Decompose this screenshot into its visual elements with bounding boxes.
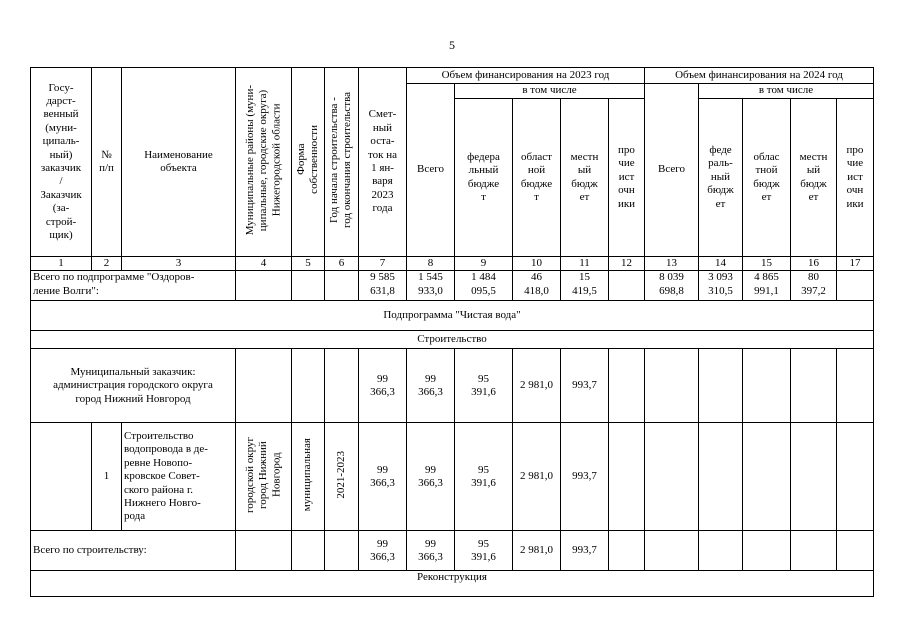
hdr-districts bbox=[236, 68, 292, 257]
table-cell bbox=[236, 271, 292, 301]
table-cell bbox=[699, 423, 743, 531]
col-number: 3 bbox=[122, 257, 236, 271]
col-number: 12 bbox=[609, 257, 645, 271]
table-cell bbox=[837, 349, 874, 423]
construction-heading: Строительство bbox=[31, 331, 874, 349]
hdr-regional-2023: област ной бюдже т bbox=[513, 99, 561, 257]
table-cell bbox=[292, 271, 325, 301]
value-cell: 80 397,2 bbox=[791, 271, 837, 301]
reconstruction-heading: Реконструкция bbox=[31, 571, 874, 597]
col-number: 15 bbox=[743, 257, 791, 271]
col-number: 4 bbox=[236, 257, 292, 271]
subprogram-heading: Подпрограмма "Чистая вода" bbox=[31, 301, 874, 331]
table-cell bbox=[645, 349, 699, 423]
col-number: 16 bbox=[791, 257, 837, 271]
value-cell: 993,7 bbox=[561, 423, 609, 531]
hdr-incl-2023: в том числе bbox=[455, 84, 645, 99]
customer-label: Муниципальный заказчик: администрация городского округа город Нижний Новгород bbox=[31, 349, 236, 423]
hdr-total-2023: Всего bbox=[407, 84, 455, 257]
hdr-years bbox=[325, 68, 359, 257]
value-cell: 99 366,3 bbox=[359, 349, 407, 423]
col-number: 7 bbox=[359, 257, 407, 271]
hdr-regional-2024: облас тной бюдж ет bbox=[743, 99, 791, 257]
col-number: 5 bbox=[292, 257, 325, 271]
table-cell bbox=[609, 349, 645, 423]
table-cell bbox=[292, 349, 325, 423]
construction-total-label: Всего по строительству: bbox=[31, 531, 236, 571]
table-cell bbox=[325, 271, 359, 301]
table-cell bbox=[645, 423, 699, 531]
value-cell: 993,7 bbox=[561, 349, 609, 423]
page-number: 5 bbox=[449, 38, 455, 52]
value-cell: 1 484 095,5 bbox=[455, 271, 513, 301]
hdr-num: № п/п bbox=[92, 68, 122, 257]
value-cell: 99 366,3 bbox=[407, 423, 455, 531]
col-number: 1 bbox=[31, 257, 92, 271]
value-cell: 9 585 631,8 bbox=[359, 271, 407, 301]
object-district-text: городской округ город Нижний Новгород bbox=[243, 436, 283, 513]
object-name: Строительство водопровода в де- ревне Новопо- кровское Совет- ского района г. Нижнего Новго- рода bbox=[122, 423, 236, 531]
value-cell: 993,7 bbox=[561, 531, 609, 571]
value-cell: 99 366,3 bbox=[407, 349, 455, 423]
hdr-other-2024: про чие ист очн ики bbox=[837, 99, 874, 257]
object-district bbox=[236, 423, 292, 531]
hdr-estimate: Смет- ный оста- ток на 1 ян- варя 2023 года bbox=[359, 68, 407, 257]
subprogram-total-label: Всего по подпрограмме "Оздоров- ление Волги": bbox=[31, 271, 236, 301]
value-cell: 95 391,6 bbox=[455, 349, 513, 423]
table-cell bbox=[325, 531, 359, 571]
hdr-local-2024: местн ый бюдж ет bbox=[791, 99, 837, 257]
object-number: 1 bbox=[92, 423, 122, 531]
hdr-federal-2023: федера льный бюдже т bbox=[455, 99, 513, 257]
col-number: 9 bbox=[455, 257, 513, 271]
object-years bbox=[325, 423, 359, 531]
value-cell: 3 093 310,5 bbox=[699, 271, 743, 301]
col-number: 13 bbox=[645, 257, 699, 271]
object-ownership bbox=[292, 423, 325, 531]
value-cell: 8 039 698,8 bbox=[645, 271, 699, 301]
value-cell: 99 366,3 bbox=[359, 531, 407, 571]
table-cell bbox=[236, 531, 292, 571]
value-cell: 15 419,5 bbox=[561, 271, 609, 301]
hdr-federal-2024: феде раль- ный бюдж ет bbox=[699, 99, 743, 257]
col-number: 6 bbox=[325, 257, 359, 271]
table-cell bbox=[791, 423, 837, 531]
col-number: 8 bbox=[407, 257, 455, 271]
hdr-object-name: Наименование объекта bbox=[122, 68, 236, 257]
construction-total-row bbox=[31, 531, 874, 571]
subprogram-total-row bbox=[31, 271, 874, 301]
hdr-total-2024: Всего bbox=[645, 84, 699, 257]
table-cell bbox=[325, 349, 359, 423]
table-cell bbox=[699, 531, 743, 571]
value-cell: 95 391,6 bbox=[455, 531, 513, 571]
hdr-ownership bbox=[292, 68, 325, 257]
column-number-row bbox=[31, 257, 874, 271]
object-years-text: 2021-2023 bbox=[334, 450, 347, 499]
table-cell bbox=[609, 423, 645, 531]
object-row bbox=[31, 423, 874, 531]
hdr-local-2023: местн ый бюдж ет bbox=[561, 99, 609, 257]
table-cell bbox=[837, 531, 874, 571]
hdr-incl-2024: в том числе bbox=[699, 84, 874, 99]
table-cell bbox=[236, 349, 292, 423]
table-cell bbox=[791, 349, 837, 423]
value-cell: 2 981,0 bbox=[513, 531, 561, 571]
hdr-districts-text: Муниципальные районы (муни- ципальные, городские округа) Нижегородской области bbox=[243, 84, 283, 235]
hdr-other-2023: про чие ист очн ики bbox=[609, 99, 645, 257]
value-cell: 4 865 991,1 bbox=[743, 271, 791, 301]
table-cell bbox=[743, 349, 791, 423]
table-cell bbox=[743, 423, 791, 531]
hdr-fin-2024: Объем финансирования на 2024 год bbox=[645, 68, 874, 84]
object-ownership-text: муниципальная bbox=[301, 438, 314, 512]
customer-row bbox=[31, 349, 874, 423]
value-cell bbox=[609, 271, 645, 301]
col-number: 17 bbox=[837, 257, 874, 271]
table-cell bbox=[292, 531, 325, 571]
hdr-years-text: Год начала строительства - год окончания строительства bbox=[328, 91, 354, 228]
table-cell bbox=[791, 531, 837, 571]
col-number: 11 bbox=[561, 257, 609, 271]
table-cell bbox=[699, 349, 743, 423]
value-cell bbox=[837, 271, 874, 301]
value-cell: 2 981,0 bbox=[513, 423, 561, 531]
financing-table bbox=[30, 67, 874, 597]
table-cell bbox=[645, 531, 699, 571]
hdr-fin-2023: Объем финансирования на 2023 год bbox=[407, 68, 645, 84]
value-cell: 99 366,3 bbox=[359, 423, 407, 531]
table-cell bbox=[609, 531, 645, 571]
col-number: 14 bbox=[699, 257, 743, 271]
table-cell bbox=[837, 423, 874, 531]
table-cell bbox=[31, 423, 92, 531]
value-cell: 1 545 933,0 bbox=[407, 271, 455, 301]
col-number: 2 bbox=[92, 257, 122, 271]
hdr-ownership-text: Форма собственности bbox=[294, 125, 320, 195]
hdr-customer: Госу- дарст- венный (муни- ципаль- ный) заказчик / Заказчик (за- строй- щик) bbox=[31, 68, 92, 257]
value-cell: 46 418,0 bbox=[513, 271, 561, 301]
table-cell bbox=[743, 531, 791, 571]
col-number: 10 bbox=[513, 257, 561, 271]
value-cell: 2 981,0 bbox=[513, 349, 561, 423]
value-cell: 95 391,6 bbox=[455, 423, 513, 531]
value-cell: 99 366,3 bbox=[407, 531, 455, 571]
